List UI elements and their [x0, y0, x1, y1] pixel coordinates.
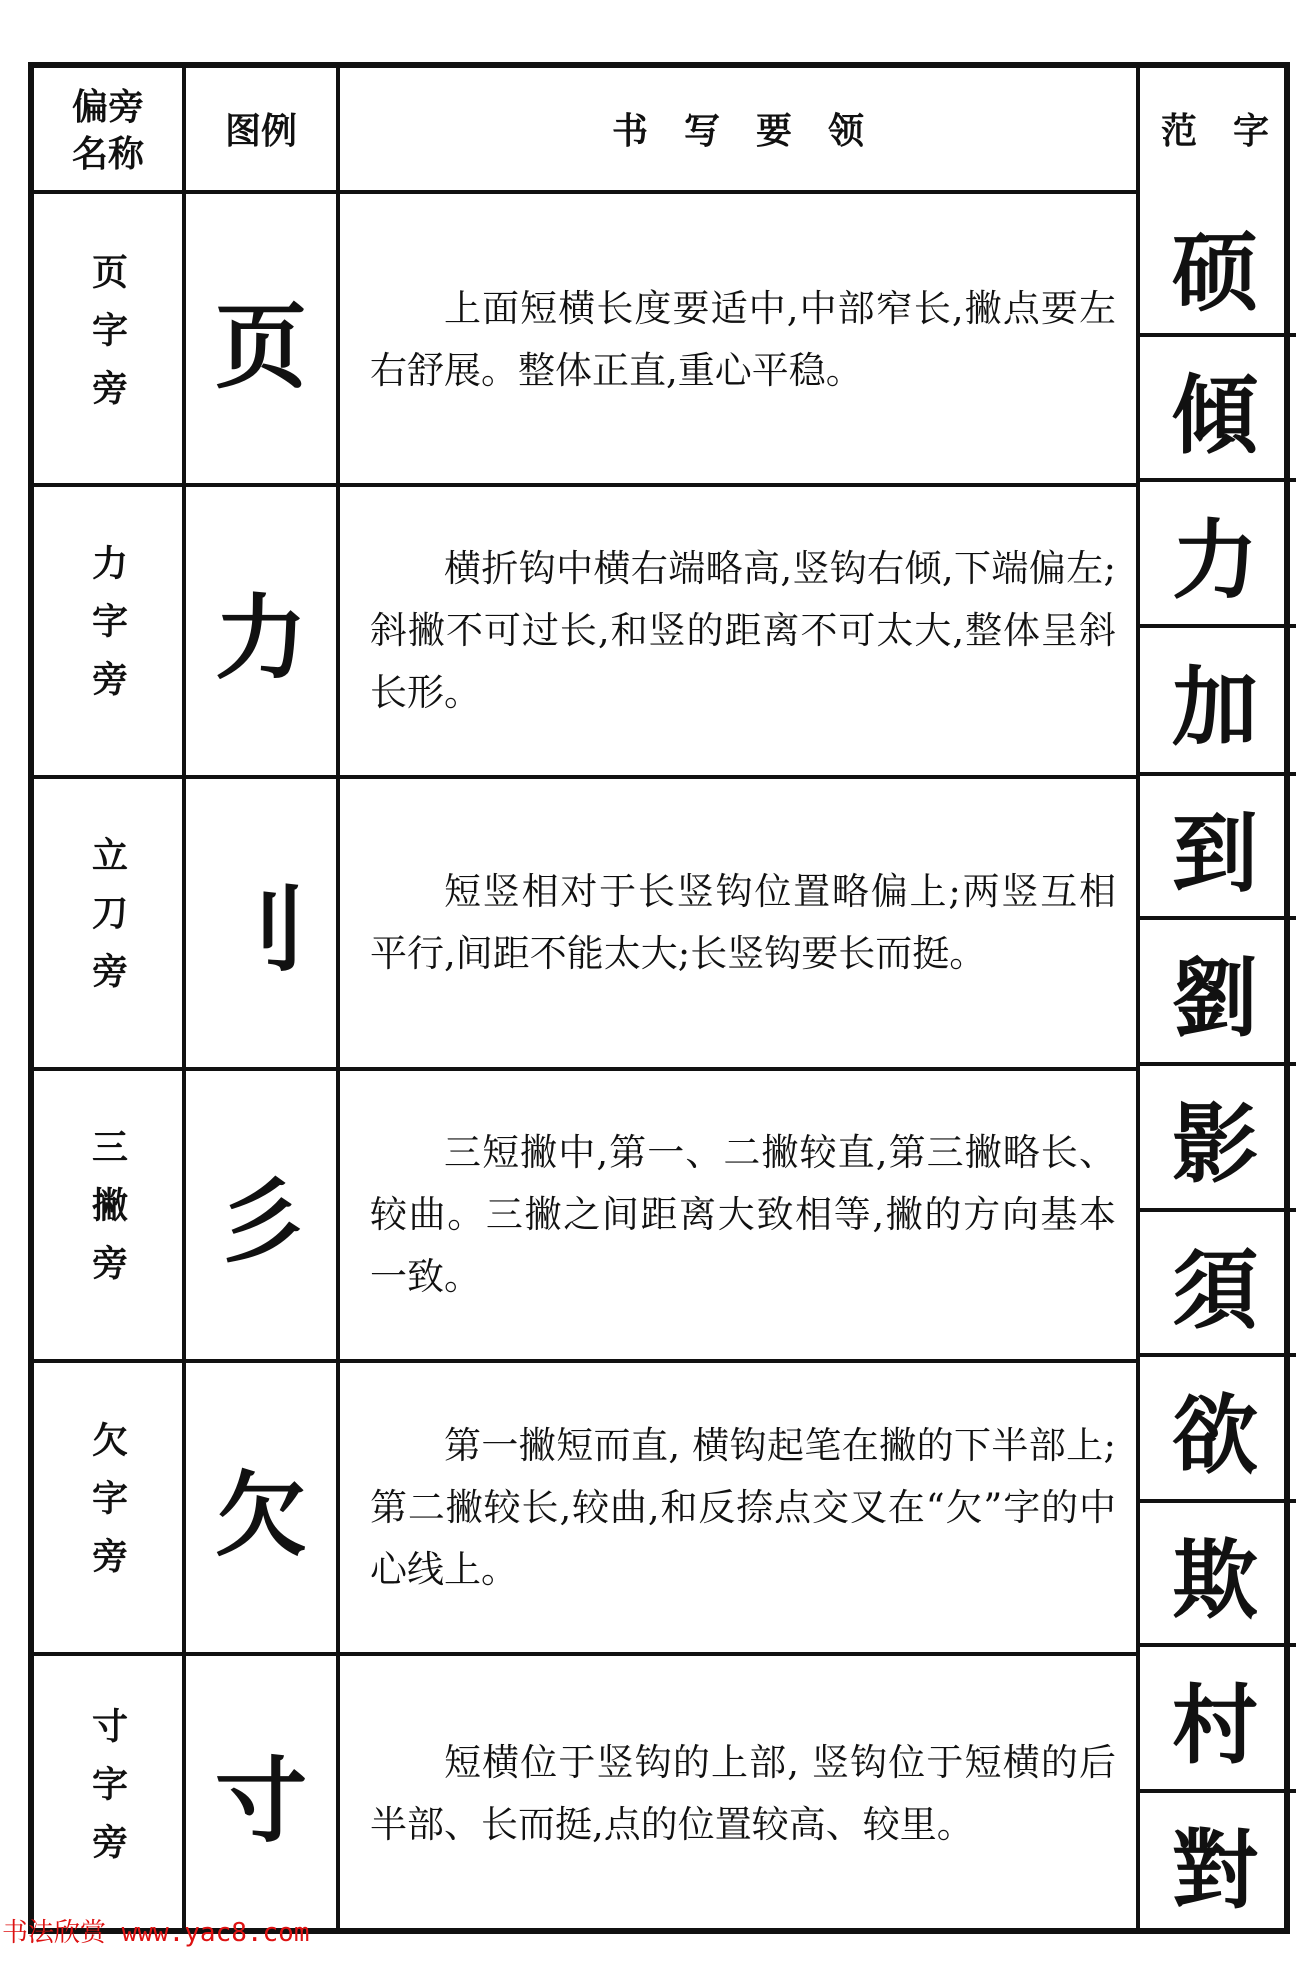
writing-method	[340, 1654, 1136, 1934]
radical-example: 力	[214, 584, 307, 692]
sample-char: 村	[1172, 1675, 1258, 1776]
sample-char: 對	[1172, 1819, 1258, 1921]
radical-name: 力字旁	[86, 544, 129, 718]
writing-method	[340, 1361, 1136, 1654]
radical-name: 页字旁	[86, 252, 129, 427]
radical-name: 三撇旁	[86, 1128, 129, 1302]
sample-char: 到	[1172, 803, 1258, 904]
writing-method	[340, 777, 1136, 1069]
sample-char: 劉	[1172, 948, 1258, 1049]
header-radical-name: 偏旁 名称	[71, 86, 144, 175]
radical-name: 立刀旁	[86, 836, 129, 1010]
radical-example: 寸	[214, 1747, 307, 1855]
radical-example: 欠	[214, 1460, 307, 1569]
radical-example: 彡	[214, 1168, 307, 1276]
writing-method-text: 横折钩中横右端略高,竖钩右倾,下端偏左;斜撇不可过长,和竖的距离不可太大,整体呈斜长形。	[370, 547, 1116, 714]
sample-char: 須	[1172, 1239, 1258, 1341]
writing-method	[340, 1069, 1136, 1361]
writing-method	[340, 485, 1136, 777]
sample-char: 欲	[1172, 1385, 1258, 1486]
radical-name: 欠字旁	[86, 1420, 129, 1595]
sample-char: 加	[1172, 657, 1258, 758]
writing-method-text: 三短撇中,第一、二撇较直,第三撇略长、较曲。三撇之间距离大致相等,撇的方向基本一致。	[370, 1131, 1116, 1298]
writing-method-text: 第一撇短而直, 横钩起笔在撇的下半部上;第二撇较长,较曲,和反捺点交叉在“欠”字的中心线上。	[370, 1423, 1116, 1591]
header-sample-chars: 范 字	[1160, 109, 1269, 152]
sample-char: 欺	[1172, 1530, 1258, 1631]
sample-char: 傾	[1172, 364, 1258, 466]
radical-example: 刂	[214, 876, 307, 984]
header-writing-method: 书 写 要 领	[611, 109, 864, 152]
sample-char: 硕	[1172, 221, 1258, 323]
writing-method-text: 上面短横长度要适中,中部窄长,撇点要左右舒展。整体正直,重心平稳。	[370, 286, 1116, 392]
sample-char: 影	[1172, 1094, 1258, 1195]
radical-example: 页	[214, 292, 307, 401]
writing-method-text: 短竖相对于长竖钩位置略偏上;两竖互相平行,间距不能太大;长竖钩要长而挺。	[370, 870, 1116, 975]
writing-method-text: 短横位于竖钩的上部, 竖钩位于短横的后半部、长而挺,点的位置较高、较里。	[370, 1741, 1116, 1846]
header-example: 图例	[224, 109, 297, 152]
sample-char: 力	[1172, 510, 1258, 611]
radical-table	[28, 62, 1290, 1934]
watermark: 书法欣赏 www.yac8.com	[2, 1918, 310, 1948]
radical-name: 寸字旁	[86, 1707, 129, 1881]
writing-method	[340, 194, 1136, 485]
